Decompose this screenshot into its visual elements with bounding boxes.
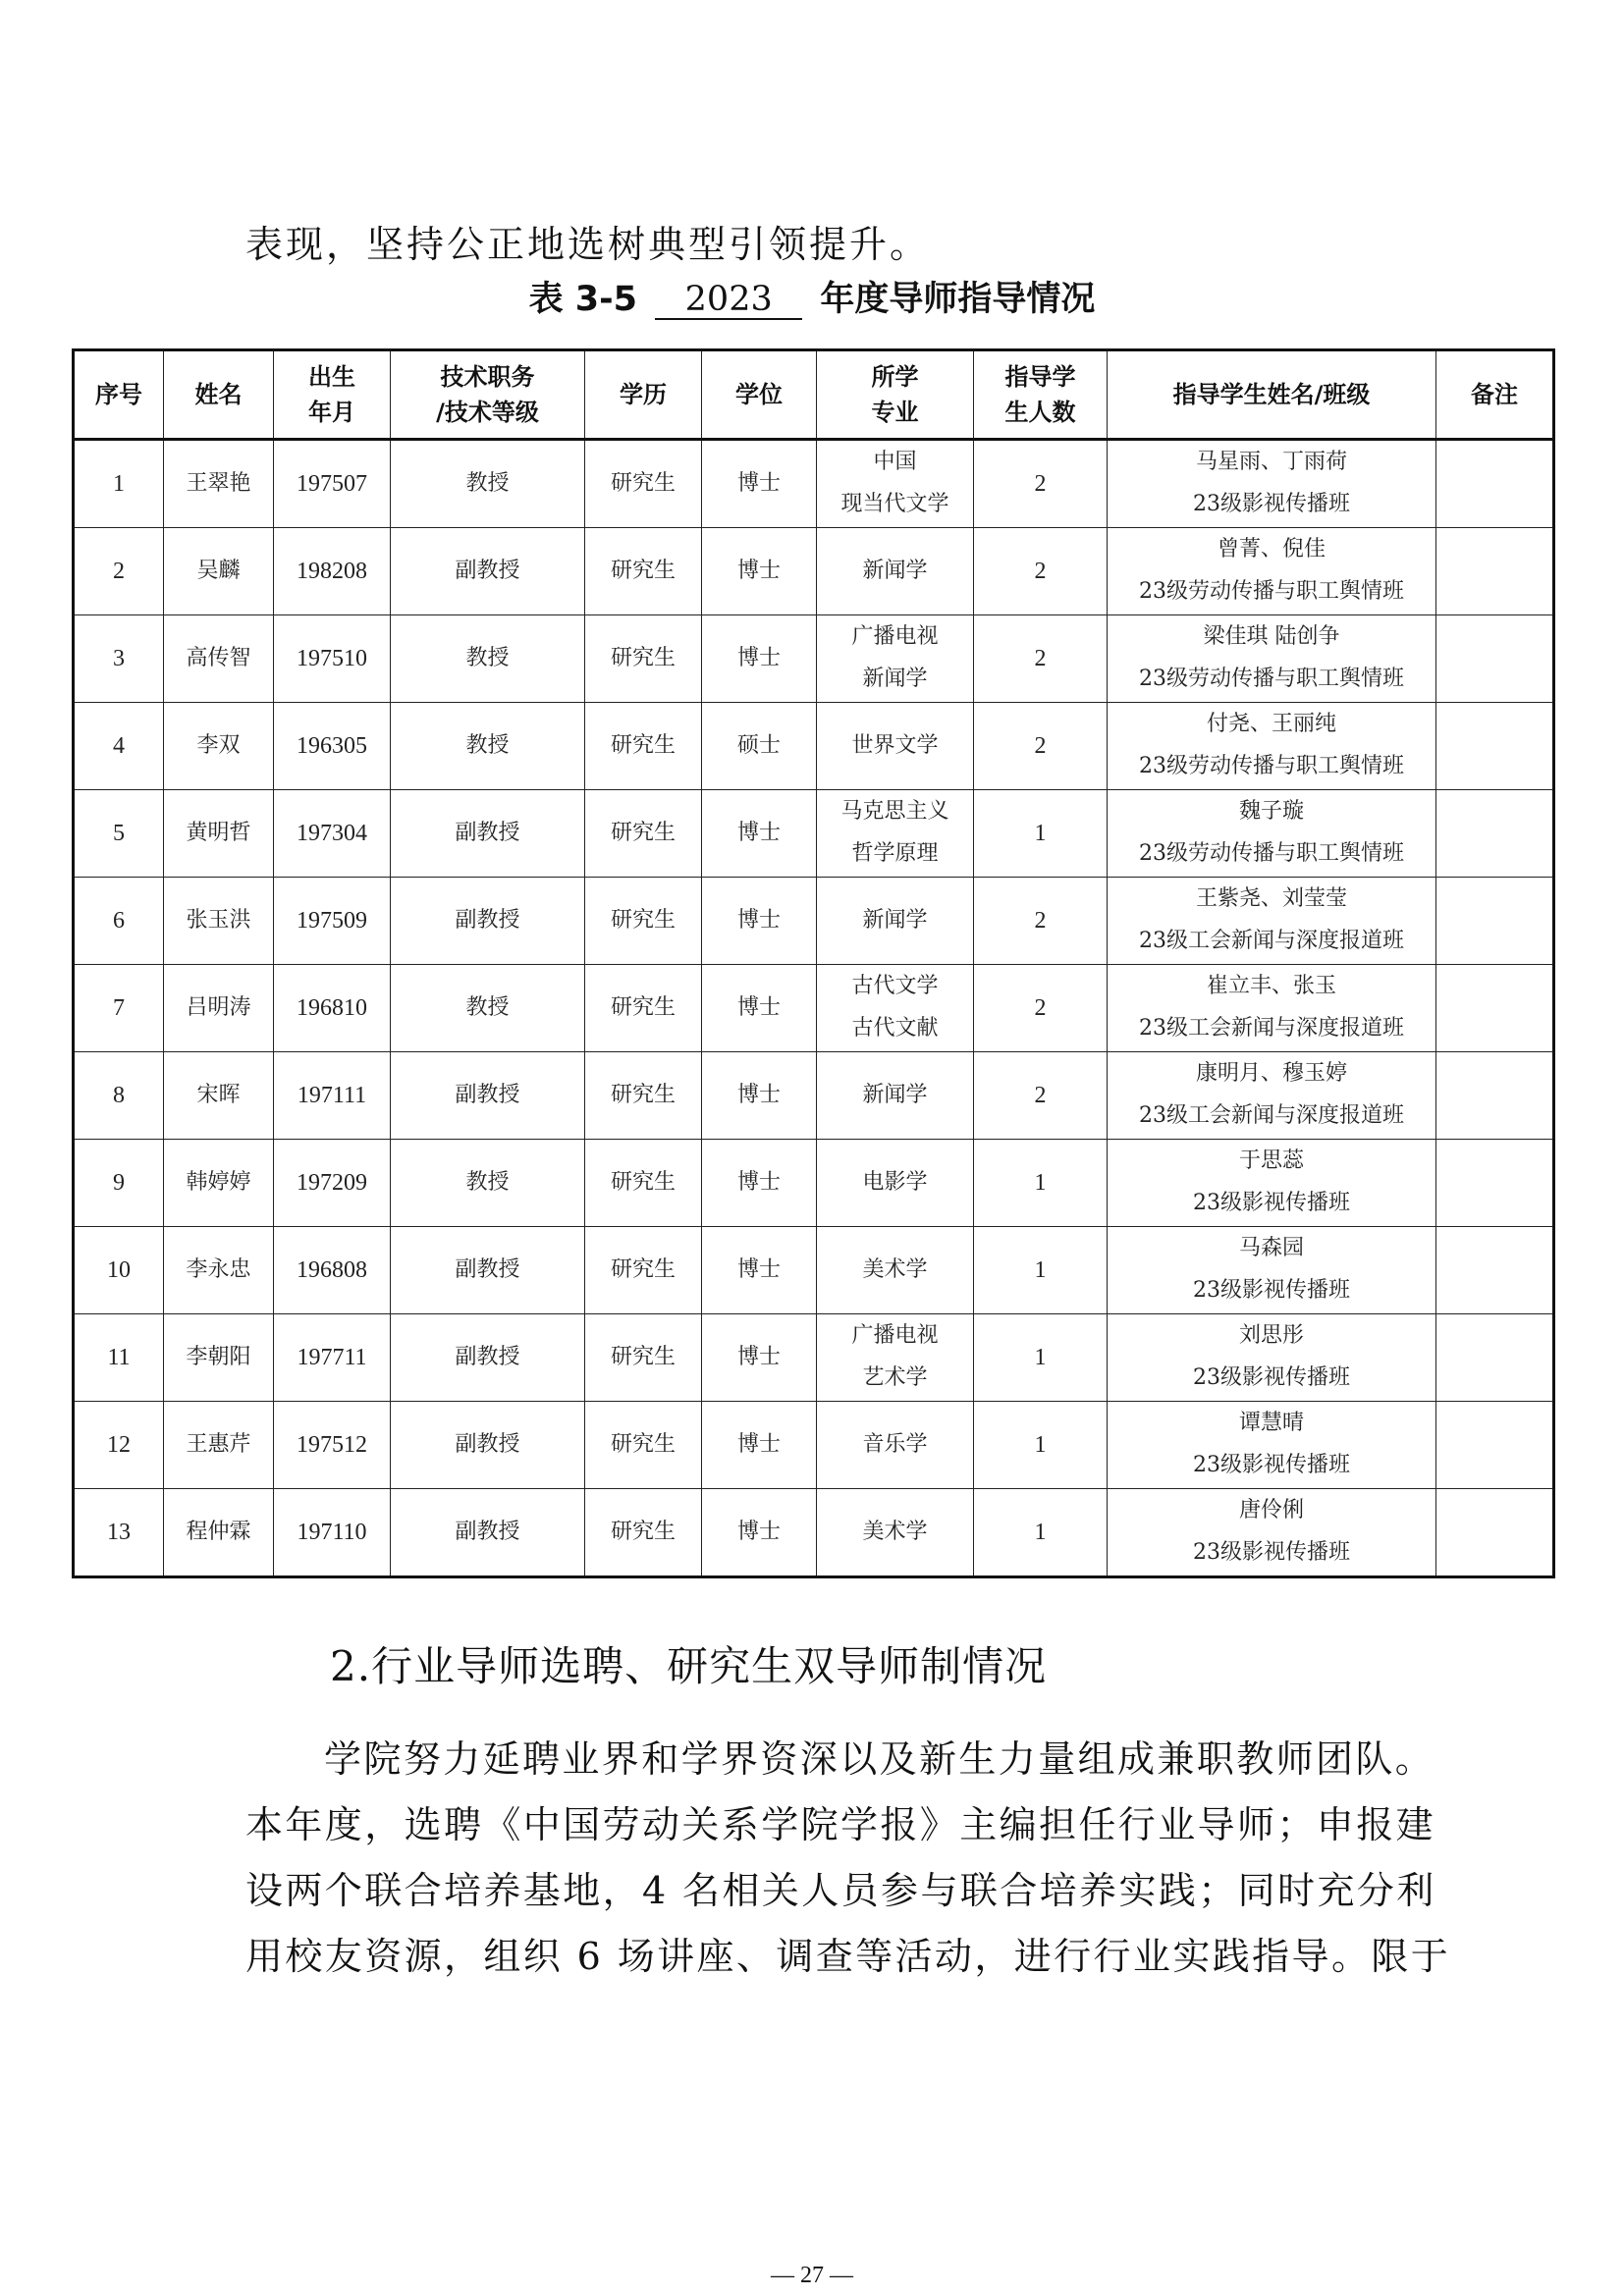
cell-name: 韩婷婷: [164, 1140, 274, 1227]
header-line: 年月: [308, 399, 355, 426]
cell-education: 研究生: [585, 1052, 702, 1140]
paragraph-line: 学院努力延聘业界和学界资深以及新生力量组成兼职教师团队。: [324, 1737, 1435, 1781]
cell-index: 12: [74, 1402, 164, 1489]
header-major: [817, 350, 974, 440]
header-birth: [274, 350, 391, 440]
cell-remark: [1436, 703, 1554, 790]
cell-major: [817, 615, 974, 703]
cell-title: 副教授: [391, 1052, 585, 1140]
cell-degree: 博士: [702, 878, 817, 965]
header-line: 序号: [95, 381, 142, 408]
cell-education: 研究生: [585, 1489, 702, 1577]
cell-name: 王惠芹: [164, 1402, 274, 1489]
cell-line: 新闻学: [862, 1082, 928, 1107]
cell-line: 23级劳动传播与职工舆情班: [1139, 841, 1404, 866]
paragraph-line: 本年度，选聘《中国劳动关系学院学报》主编担任行业导师；申报建: [245, 1803, 1436, 1846]
cell-index: 4: [74, 703, 164, 790]
cell-line: 马克思主义: [840, 799, 949, 825]
table-row: [74, 1314, 1554, 1402]
cell-title: 教授: [391, 965, 585, 1052]
header-education: [585, 350, 702, 440]
cell-count: 2: [974, 703, 1108, 790]
cell-remark: [1436, 440, 1554, 528]
cell-title: 教授: [391, 440, 585, 528]
cell-line: 23级影视传播班: [1193, 1278, 1350, 1303]
cell-name: 王翠艳: [164, 440, 274, 528]
cell-line: 23级影视传播班: [1193, 1365, 1350, 1390]
cell-degree: 博士: [702, 965, 817, 1052]
cell-major: [817, 1489, 974, 1577]
cell-index: 6: [74, 878, 164, 965]
cell-line: 曾菁、倪佳: [1217, 537, 1326, 562]
cell-remark: [1436, 1227, 1554, 1314]
cell-students: [1108, 1402, 1436, 1489]
cell-students: [1108, 1227, 1436, 1314]
caption-suffix: 年度导师指导情况: [820, 280, 1096, 319]
header-line: 专业: [871, 399, 919, 426]
header-line: 指导学: [1004, 363, 1076, 391]
cell-index: 10: [74, 1227, 164, 1314]
cell-remark: [1436, 790, 1554, 878]
cell-name: 程仲霖: [164, 1489, 274, 1577]
header-line: /技术等级: [436, 399, 539, 426]
cell-line: 电影学: [862, 1169, 928, 1195]
cell-education: 研究生: [585, 440, 702, 528]
header-line: 姓名: [194, 381, 243, 408]
cell-title: 教授: [391, 1140, 585, 1227]
header-line: 所学: [871, 363, 919, 391]
header-line: 学历: [620, 381, 667, 408]
cell-remark: [1436, 1489, 1554, 1577]
cell-count: 2: [974, 1052, 1108, 1140]
cell-birth: 197512: [274, 1402, 391, 1489]
cell-line: 马森园: [1238, 1236, 1304, 1261]
cell-line: 于思蕊: [1238, 1148, 1304, 1174]
cell-count: 2: [974, 440, 1108, 528]
table-row: [74, 703, 1554, 790]
table-row: [74, 1402, 1554, 1489]
paragraph-line: 用校友资源，组织 6 场讲座、调查等活动，进行行业实践指导。限于: [245, 1935, 1451, 1978]
cell-line: 中国: [873, 450, 917, 475]
cell-index: 11: [74, 1314, 164, 1402]
cell-major: [817, 1402, 974, 1489]
cell-index: 9: [74, 1140, 164, 1227]
header-index: [74, 350, 164, 440]
table-body: [74, 440, 1554, 1577]
cell-remark: [1436, 528, 1554, 615]
cell-line: 康明月、穆玉婷: [1195, 1061, 1347, 1087]
cell-count: 2: [974, 528, 1108, 615]
cell-line: 新闻学: [862, 667, 928, 691]
paragraph-line: 设两个联合培养基地，4 名相关人员参与联合培养实践；同时充分利: [245, 1869, 1436, 1912]
cell-line: 付尧、王丽纯: [1206, 712, 1336, 737]
cell-education: 研究生: [585, 965, 702, 1052]
cell-index: 5: [74, 790, 164, 878]
cell-index: 7: [74, 965, 164, 1052]
cell-line: 唐伶俐: [1238, 1498, 1304, 1523]
cell-line: 23级工会新闻与深度报道班: [1139, 1016, 1404, 1041]
cell-degree: 博士: [702, 528, 817, 615]
cell-line: 新闻学: [862, 907, 928, 933]
cell-index: 2: [74, 528, 164, 615]
cell-students: [1108, 440, 1436, 528]
header-line: 指导学生姓名/班级: [1172, 381, 1371, 408]
cell-line: 谭慧晴: [1238, 1411, 1304, 1436]
cell-education: 研究生: [585, 703, 702, 790]
cell-students: [1108, 615, 1436, 703]
cell-students: [1108, 1140, 1436, 1227]
cell-major: [817, 965, 974, 1052]
cell-title: 副教授: [391, 1402, 585, 1489]
cell-remark: [1436, 965, 1554, 1052]
cell-index: 1: [74, 440, 164, 528]
cell-title: 副教授: [391, 528, 585, 615]
cell-birth: 197209: [274, 1140, 391, 1227]
cell-line: 艺术学: [862, 1365, 928, 1390]
cell-education: 研究生: [585, 790, 702, 878]
cell-birth: 196810: [274, 965, 391, 1052]
cell-students: [1108, 790, 1436, 878]
cell-degree: 博士: [702, 440, 817, 528]
cell-birth: 197507: [274, 440, 391, 528]
cell-education: 研究生: [585, 615, 702, 703]
cell-line: 23级工会新闻与深度报道班: [1139, 1103, 1404, 1128]
table-row: [74, 440, 1554, 528]
header-title: [391, 350, 585, 440]
cell-name: 李朝阳: [164, 1314, 274, 1402]
header-line: 生人数: [1004, 399, 1076, 426]
cell-name: 高传智: [164, 615, 274, 703]
cell-major: [817, 878, 974, 965]
cell-count: 1: [974, 790, 1108, 878]
cell-title: 副教授: [391, 878, 585, 965]
section-heading: 2.行业导师选聘、研究生双导师制情况: [330, 1642, 1048, 1690]
cell-count: 2: [974, 615, 1108, 703]
cell-line: 新闻学: [862, 558, 928, 583]
cell-name: 黄明哲: [164, 790, 274, 878]
cell-name: 宋晖: [164, 1052, 274, 1140]
cell-students: [1108, 1489, 1436, 1577]
cell-index: 3: [74, 615, 164, 703]
body-paragraph: [245, 1727, 1451, 1990]
cell-count: 1: [974, 1227, 1108, 1314]
header-line: 技术职务: [440, 363, 535, 391]
header-students: [1108, 350, 1436, 440]
cell-line: 美术学: [862, 1519, 928, 1544]
cell-count: 1: [974, 1402, 1108, 1489]
cell-students: [1108, 703, 1436, 790]
cell-education: 研究生: [585, 1227, 702, 1314]
table-row: [74, 878, 1554, 965]
table-row: [74, 1227, 1554, 1314]
cell-title: 副教授: [391, 1227, 585, 1314]
table-row: [74, 965, 1554, 1052]
cell-education: 研究生: [585, 1314, 702, 1402]
cell-name: 吕明涛: [164, 965, 274, 1052]
cell-major: [817, 1314, 974, 1402]
cell-students: [1108, 1314, 1436, 1402]
mentor-table: [72, 348, 1555, 1578]
cell-line: 23级影视传播班: [1193, 1540, 1350, 1565]
table-caption: [0, 272, 1624, 321]
cell-line: 王紫尧、刘莹莹: [1195, 886, 1347, 912]
cell-degree: 博士: [702, 1314, 817, 1402]
cell-name: 李双: [164, 703, 274, 790]
cell-education: 研究生: [585, 1140, 702, 1227]
cell-name: 李永忠: [164, 1227, 274, 1314]
cell-title: 教授: [391, 615, 585, 703]
header-remark: [1436, 350, 1554, 440]
cell-line: 广播电视: [851, 1323, 939, 1349]
cell-students: [1108, 878, 1436, 965]
cell-birth: 198208: [274, 528, 391, 615]
cell-count: 1: [974, 1314, 1108, 1402]
header-line: 出生: [308, 363, 355, 391]
cell-education: 研究生: [585, 1402, 702, 1489]
cell-name: 张玉洪: [164, 878, 274, 965]
table-row: [74, 528, 1554, 615]
cell-count: 2: [974, 965, 1108, 1052]
cell-degree: 博士: [702, 1227, 817, 1314]
header-count: [974, 350, 1108, 440]
cell-education: 研究生: [585, 528, 702, 615]
cell-line: 梁佳琪 陆创争: [1203, 624, 1340, 650]
cell-degree: 硕士: [702, 703, 817, 790]
cell-remark: [1436, 1140, 1554, 1227]
cell-line: 古代文献: [851, 1016, 939, 1041]
table-row: [74, 615, 1554, 703]
cell-birth: 197510: [274, 615, 391, 703]
cell-major: [817, 1227, 974, 1314]
cell-degree: 博士: [702, 1052, 817, 1140]
cell-birth: 196808: [274, 1227, 391, 1314]
cell-degree: 博士: [702, 1140, 817, 1227]
cell-birth: 196305: [274, 703, 391, 790]
cell-line: 哲学原理: [851, 841, 939, 866]
cell-major: [817, 440, 974, 528]
cell-major: [817, 1052, 974, 1140]
cell-line: 马星雨、丁雨荷: [1195, 450, 1347, 475]
cell-line: 刘思彤: [1238, 1323, 1304, 1349]
header-degree: [702, 350, 817, 440]
cell-birth: 197110: [274, 1489, 391, 1577]
cell-birth: 197304: [274, 790, 391, 878]
cell-line: 魏子璇: [1238, 799, 1304, 825]
cell-students: [1108, 528, 1436, 615]
cell-birth: 197509: [274, 878, 391, 965]
intro-text: 表现，坚持公正地选树典型引领提升。: [245, 223, 931, 266]
cell-line: 广播电视: [851, 624, 939, 650]
cell-count: 2: [974, 878, 1108, 965]
cell-line: 美术学: [862, 1256, 928, 1282]
cell-line: 崔立丰、张玉: [1206, 974, 1336, 999]
cell-degree: 博士: [702, 790, 817, 878]
cell-line: 音乐学: [862, 1431, 928, 1457]
cell-students: [1108, 965, 1436, 1052]
cell-line: 23级劳动传播与职工舆情班: [1139, 579, 1404, 604]
cell-index: 13: [74, 1489, 164, 1577]
page-number: — 27 —: [771, 2263, 853, 2288]
cell-count: 1: [974, 1489, 1108, 1577]
cell-line: 23级劳动传播与职工舆情班: [1139, 754, 1404, 778]
cell-remark: [1436, 1052, 1554, 1140]
cell-major: [817, 1140, 974, 1227]
cell-line: 23级影视传播班: [1193, 1191, 1350, 1215]
caption-year: 2023: [655, 282, 802, 320]
cell-major: [817, 528, 974, 615]
cell-major: [817, 703, 974, 790]
cell-count: 1: [974, 1140, 1108, 1227]
cell-degree: 博士: [702, 1402, 817, 1489]
cell-line: 23级影视传播班: [1193, 492, 1350, 516]
cell-remark: [1436, 1402, 1554, 1489]
header-line: 学位: [735, 381, 783, 408]
cell-title: 教授: [391, 703, 585, 790]
cell-remark: [1436, 615, 1554, 703]
cell-line: 现当代文学: [840, 492, 949, 516]
table-row: [74, 1489, 1554, 1577]
cell-title: 副教授: [391, 1489, 585, 1577]
table-row: [74, 1140, 1554, 1227]
cell-index: 8: [74, 1052, 164, 1140]
cell-title: 副教授: [391, 1314, 585, 1402]
cell-remark: [1436, 878, 1554, 965]
cell-degree: 博士: [702, 615, 817, 703]
cell-education: 研究生: [585, 878, 702, 965]
table-row: [74, 1052, 1554, 1140]
cell-birth: 197711: [274, 1314, 391, 1402]
table-row: [74, 790, 1554, 878]
cell-name: 吴麟: [164, 528, 274, 615]
caption-prefix: 表 3-5: [528, 280, 638, 319]
header-line: 备注: [1471, 381, 1518, 408]
cell-line: 23级劳动传播与职工舆情班: [1139, 667, 1404, 691]
cell-birth: 197111: [274, 1052, 391, 1140]
cell-degree: 博士: [702, 1489, 817, 1577]
cell-title: 副教授: [391, 790, 585, 878]
cell-line: 23级影视传播班: [1193, 1453, 1350, 1477]
header-name: [164, 350, 274, 440]
cell-students: [1108, 1052, 1436, 1140]
cell-major: [817, 790, 974, 878]
cell-remark: [1436, 1314, 1554, 1402]
table-header-row: [74, 350, 1554, 440]
cell-line: 世界文学: [851, 732, 939, 758]
cell-line: 23级工会新闻与深度报道班: [1139, 929, 1404, 953]
cell-line: 古代文学: [851, 974, 939, 999]
